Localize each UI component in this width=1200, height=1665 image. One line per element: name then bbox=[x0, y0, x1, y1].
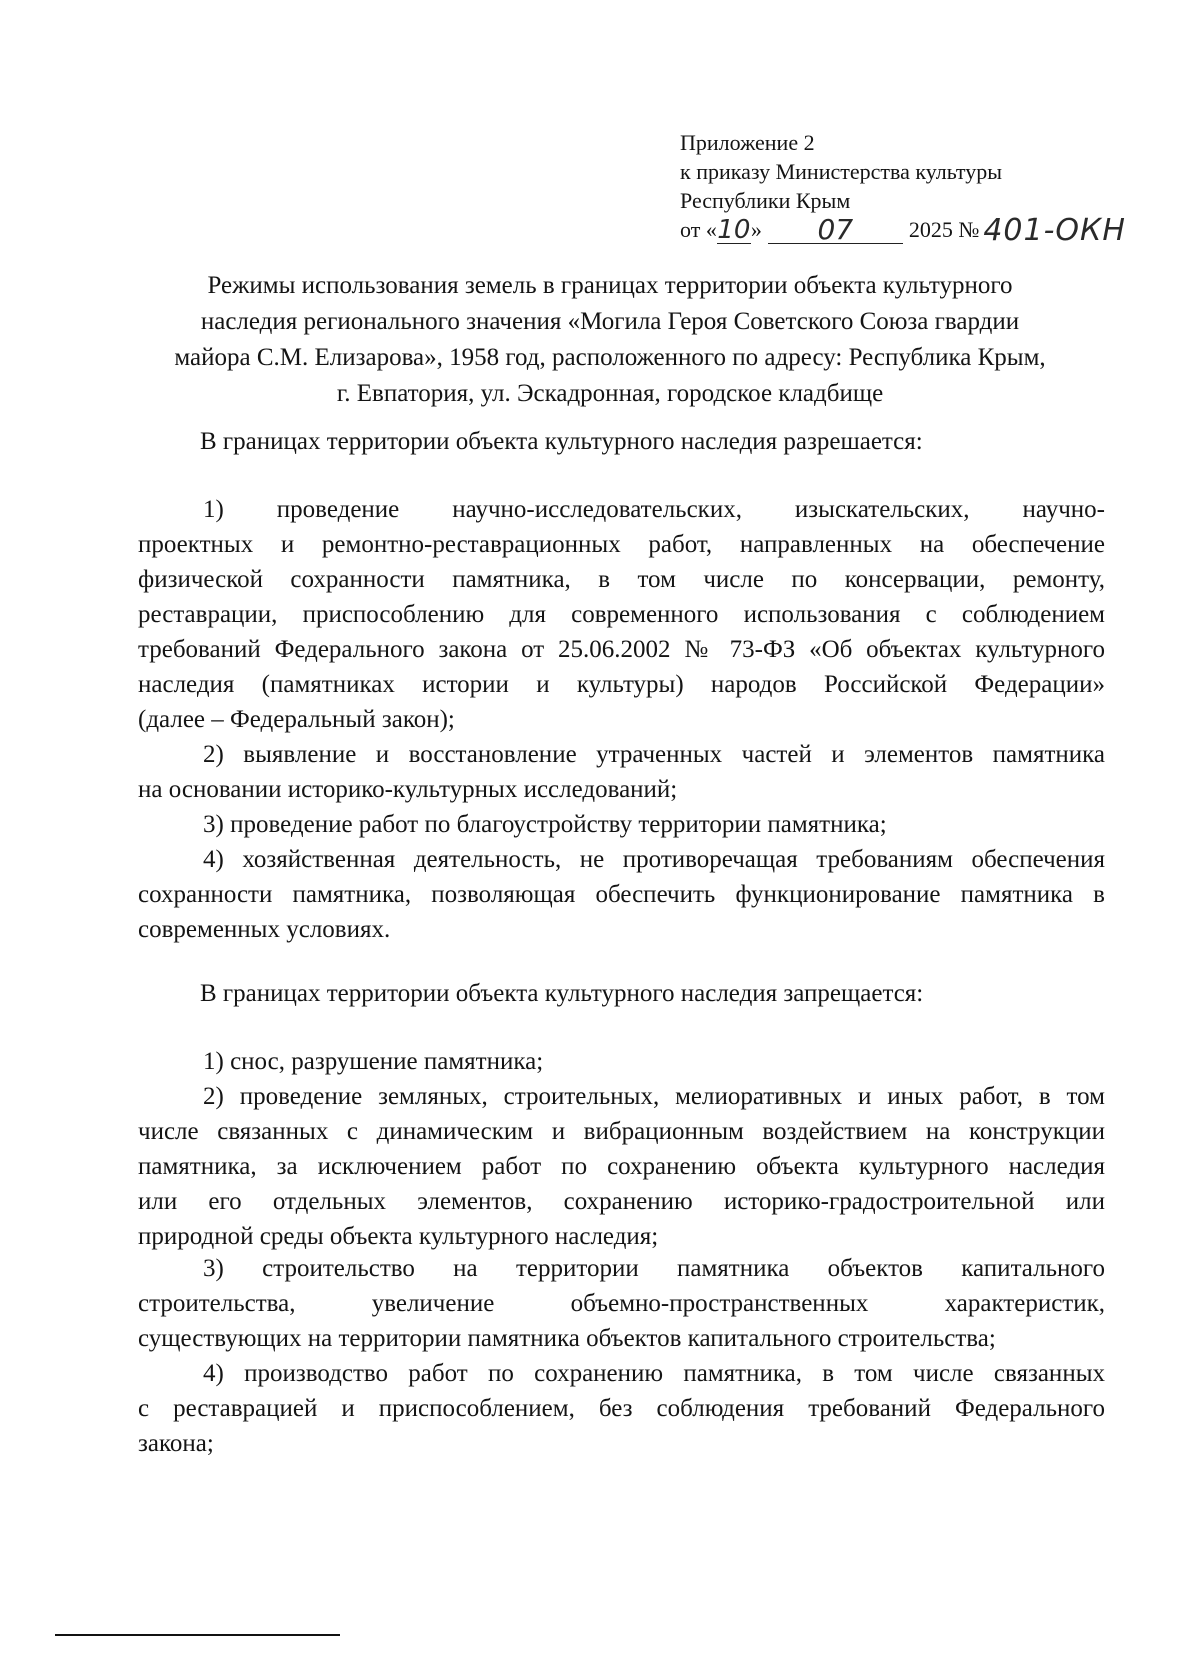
text-line: 1) проведение научно-исследовательских, изыскательских, научно- bbox=[203, 496, 1105, 523]
text-line: существующих на территории памятника объектов капитального строительства; bbox=[138, 1325, 996, 1352]
date-day-suffix: » bbox=[750, 217, 762, 242]
text-line: 3) строительство на территории памятника объектов капитального bbox=[203, 1255, 1105, 1282]
text-line: современных условиях. bbox=[138, 916, 391, 943]
forbidden-item-4 bbox=[138, 1356, 1105, 1461]
date-day-handwritten: 10 bbox=[717, 215, 751, 245]
document-title bbox=[130, 268, 1090, 412]
text-line: физической сохранности памятника, в том числе по консервации, ремонту, bbox=[138, 566, 1105, 593]
allowed-item-4 bbox=[138, 842, 1105, 947]
allowed-item-2 bbox=[138, 737, 1105, 807]
text-line: строительства, увеличение объемно-пространственных характеристик, bbox=[138, 1290, 1105, 1317]
appendix-line-3: Республики Крым bbox=[680, 188, 851, 213]
title-line: наследия регионального значения «Могила Героя Советского Союза гвардии bbox=[200, 308, 1020, 335]
date-prefix: от « bbox=[680, 217, 717, 242]
appendix-header bbox=[680, 128, 1140, 248]
allowed-item-1 bbox=[138, 492, 1105, 737]
footnote-separator-line bbox=[55, 1634, 340, 1636]
order-date-line bbox=[680, 213, 1140, 248]
text-line: или его отдельных элементов, сохранению историко-градостроительной или bbox=[138, 1188, 1105, 1215]
forbidden-item-3 bbox=[138, 1251, 1105, 1356]
title-line: майора С.М. Елизарова», 1958 год, расположенного по адресу: Республика Крым, bbox=[174, 344, 1046, 371]
text-line: реставрации, приспособлению для современного использования с соблюдением bbox=[138, 601, 1105, 628]
text-line: 1) снос, разрушение памятника; bbox=[203, 1048, 544, 1075]
text-line: 4) хозяйственная деятельность, не противоречащая требованиям обеспечения bbox=[203, 846, 1105, 873]
forbidden-heading: В границах территории объекта культурного наследия запрещается: bbox=[200, 980, 924, 1007]
text-line: природной среды объекта культурного наследия; bbox=[138, 1223, 659, 1250]
appendix-line-2: к приказу Министерства культуры bbox=[680, 159, 1003, 184]
title-line: Режимы использования земель в границах территории объекта культурного bbox=[207, 272, 1013, 299]
text-line: 3) проведение работ по благоустройству территории памятника; bbox=[203, 811, 887, 838]
text-line: (далее – Федеральный закон); bbox=[138, 706, 455, 733]
text-line: 2) выявление и восстановление утраченных частей и элементов памятника bbox=[203, 741, 1105, 768]
text-line: числе связанных с динамическим и вибрационным воздействием на конструкции bbox=[138, 1118, 1105, 1145]
allowed-item-3 bbox=[138, 807, 1105, 842]
year-and-number-label: 2025 № bbox=[908, 217, 980, 242]
order-number-handwritten: 401-ОКН bbox=[983, 213, 1126, 248]
text-line: сохранности памятника, позволяющая обеспечить функционирование памятника в bbox=[138, 881, 1105, 908]
forbidden-item-1 bbox=[138, 1044, 1105, 1079]
allowed-heading: В границах территории объекта культурного наследия разрешается: bbox=[200, 428, 923, 455]
appendix-line-1: Приложение 2 bbox=[680, 130, 815, 155]
text-line: с реставрацией и приспособлением, без соблюдения требований Федерального bbox=[138, 1395, 1105, 1422]
text-line: закона; bbox=[138, 1430, 214, 1457]
date-month-handwritten: 07 bbox=[768, 217, 903, 244]
text-line: памятника, за исключением работ по сохранению объекта культурного наследия bbox=[138, 1153, 1105, 1180]
text-line: проектных и ремонтно-реставрационных работ, направленных на обеспечение bbox=[138, 531, 1105, 558]
title-line: г. Евпатория, ул. Эскадронная, городское кладбище bbox=[336, 380, 884, 407]
text-line: 2) проведение земляных, строительных, мелиоративных и иных работ, в том bbox=[203, 1083, 1105, 1110]
text-line: наследия (памятниках истории и культуры) народов Российской Федерации» bbox=[138, 671, 1105, 698]
text-line: на основании историко-культурных исследований; bbox=[138, 776, 678, 803]
text-line: требований Федерального закона от 25.06.2002 № 73-ФЗ «Об объектах культурного bbox=[138, 636, 1105, 663]
text-line: 4) производство работ по сохранению памятника, в том числе связанных bbox=[203, 1360, 1105, 1387]
forbidden-item-2 bbox=[138, 1079, 1105, 1254]
